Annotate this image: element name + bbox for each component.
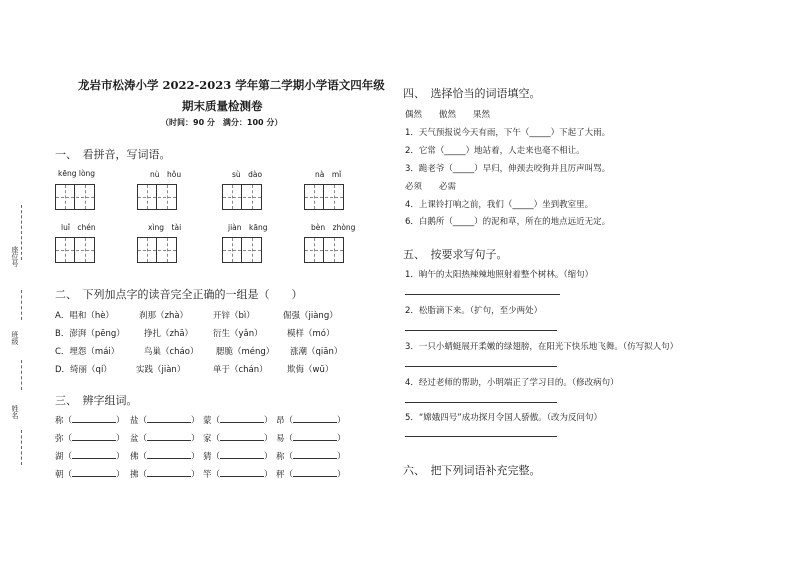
char: 盐 <box>130 416 139 426</box>
char: 猜 <box>203 452 212 462</box>
char: 蒙 <box>203 416 212 426</box>
answer-blank[interactable] <box>293 422 337 423</box>
option-a-3: 开锌（bì） <box>213 311 255 321</box>
answer-line[interactable] <box>405 402 557 403</box>
writing-grid[interactable] <box>137 237 177 263</box>
fill-question-3: 3．跪老爷（_____）早归，伸颈去咬狗并且厉声叫骂。 <box>405 164 611 174</box>
answer-blank[interactable] <box>293 440 337 441</box>
char: 秤 <box>276 470 285 480</box>
char: 拂 <box>130 470 139 480</box>
answer-blank[interactable] <box>72 422 116 423</box>
char: 家 <box>203 434 212 444</box>
fill-question-5: 6．白鹅所（_____）的泥和草，所在的地点远近无定。 <box>405 217 611 227</box>
char-word-row: 拂（ ） <box>130 470 200 480</box>
option-b-4: 模样（mó） <box>287 329 335 339</box>
fill-question-2: 2．它常（_____）地站着，人走来也毫不相让。 <box>405 146 585 156</box>
option-c-3: 腮脆（méng） <box>216 347 275 357</box>
char-word-row: 家（ ） <box>203 434 273 444</box>
char-word-row: 竿（ ） <box>203 470 273 480</box>
option-c-2: 鸟巢（cháo） <box>144 347 199 357</box>
answer-line[interactable] <box>405 366 557 367</box>
option-d-2: 实践（jiàn） <box>136 365 186 375</box>
char: 盆 <box>130 434 139 444</box>
answer-blank[interactable] <box>293 458 337 459</box>
sentence-question-4: 4．经过老师的帮助，小明端正了学习目的。（修改病句） <box>405 378 619 388</box>
char-word-row: 称（ ） <box>55 416 125 426</box>
char: 称 <box>55 416 64 426</box>
char-word-row: 朝（ ） <box>55 470 125 480</box>
writing-grid[interactable] <box>304 237 344 263</box>
answer-blank[interactable] <box>72 476 116 477</box>
answer-blank[interactable] <box>220 440 264 441</box>
pinyin: nù hǒu <box>150 170 182 179</box>
writing-grid[interactable] <box>304 184 344 210</box>
name-label: 姓名 <box>11 405 19 419</box>
binding-line <box>21 430 22 465</box>
char: 佛 <box>130 452 139 462</box>
word-choices: 必须 必需 <box>405 182 457 192</box>
exam-subtitle: 期末质量检测卷 <box>182 99 263 113</box>
option-b-1: B．澎湃（pēng） <box>55 329 125 339</box>
answer-line[interactable] <box>405 436 557 437</box>
binding-line <box>21 360 22 390</box>
option-d-1: D．绮丽（qí） <box>55 365 112 375</box>
char-word-row: 湖（ ） <box>55 452 125 462</box>
char: 昂 <box>276 416 285 426</box>
section-1-heading: 一、 看拼音，写词语。 <box>55 148 171 161</box>
writing-grid[interactable] <box>222 237 262 263</box>
answer-blank[interactable] <box>72 458 116 459</box>
answer-blank[interactable] <box>72 440 116 441</box>
answer-blank[interactable] <box>147 476 191 477</box>
sentence-question-3: 3．一只小蜻蜓展开柔嫩的绿翅膀，在阳光下快乐地飞舞。（仿写拟人句） <box>405 342 679 352</box>
char: 朝 <box>55 470 64 480</box>
option-c-4: 涨潮（qiān） <box>290 347 343 357</box>
exam-title: 龙岩市松涛小学 2022-2023 学年第二学期小学语文四年级 <box>78 78 385 92</box>
char-word-row: 猜（ ） <box>203 452 273 462</box>
char-word-row: 佛（ ） <box>130 452 200 462</box>
sentence-question-5: 5．“嫦娥四号”成功探月令国人骄傲。（改为反问句） <box>405 413 602 423</box>
binding-line <box>21 205 22 260</box>
pinyin: luǐ chén <box>61 223 96 232</box>
section-3-heading: 三、 辨字组词。 <box>55 394 138 407</box>
option-c-1: C．埋怨（mái） <box>55 347 120 357</box>
answer-blank[interactable] <box>147 440 191 441</box>
answer-line[interactable] <box>405 294 560 295</box>
char-word-row: 秤（ ） <box>276 470 346 480</box>
option-a-2: 刹那（zhà） <box>139 311 189 321</box>
section-5-heading: 五、 按要求写句子。 <box>403 248 508 261</box>
section-2-heading: 二、 下列加点字的读音完全正确的一组是（ ） <box>55 288 303 301</box>
pinyin: bèn zhòng <box>311 223 356 232</box>
pinyin: nà mǐ <box>315 170 342 179</box>
pinyin: jiàn kāng <box>228 223 268 232</box>
char-word-row: 弥（ ） <box>55 434 125 444</box>
sentence-question-2: 2．松脂滴下来。（扩句，至少两处） <box>405 306 543 316</box>
option-a-4: 倔强（jiàng） <box>283 311 338 321</box>
writing-grid[interactable] <box>137 184 177 210</box>
answer-blank[interactable] <box>220 476 264 477</box>
answer-blank[interactable] <box>147 458 191 459</box>
word-choices: 偶然 傲然 果然 <box>405 110 491 120</box>
pinyin: xìng tài <box>148 223 182 232</box>
writing-grid[interactable] <box>55 184 95 210</box>
answer-blank[interactable] <box>147 422 191 423</box>
char: 竿 <box>203 470 212 480</box>
answer-blank[interactable] <box>293 476 337 477</box>
char-word-row: 易（ ） <box>276 434 346 444</box>
section-6-heading: 六、 把下列词语补充完整。 <box>403 464 541 477</box>
char-word-row: 盆（ ） <box>130 434 200 444</box>
pinyin: sù dào <box>232 170 263 179</box>
char-word-row: 昂（ ） <box>276 416 346 426</box>
answer-blank[interactable] <box>220 458 264 459</box>
answer-line[interactable] <box>405 330 557 331</box>
option-d-4: 欺侮（wū） <box>287 365 334 375</box>
pinyin: kēng lòng <box>58 169 96 178</box>
option-b-3: 衍生（yǎn） <box>213 329 263 339</box>
char: 湖 <box>55 452 64 462</box>
binding-line <box>21 290 22 320</box>
option-a-1: A．唱和（hè） <box>55 311 114 321</box>
option-b-2: 挣扎（zhā） <box>144 329 194 339</box>
char: 称 <box>276 452 285 462</box>
char-word-row: 蒙（ ） <box>203 416 273 426</box>
char: 弥 <box>55 434 64 444</box>
writing-grid[interactable] <box>222 184 262 210</box>
seat-number-label: 座位号 <box>11 246 19 267</box>
exam-info: （时间：90 分 满分：100 分） <box>161 118 283 127</box>
writing-grid[interactable] <box>55 237 95 263</box>
option-d-3: 单于（chán） <box>213 365 268 375</box>
answer-blank[interactable] <box>220 422 264 423</box>
section-4-heading: 四、 选择恰当的词语填空。 <box>403 87 541 100</box>
class-label: 班级 <box>11 331 19 345</box>
char-word-row: 称（ ） <box>276 452 346 462</box>
char-word-row: 盐（ ） <box>130 416 200 426</box>
fill-question-4: 4．上课铃打响之前，我们（_____）坐到教室里。 <box>405 200 594 210</box>
fill-question-1: 1．天气预报说今天有雨，下午（_____）下起了大雨。 <box>405 128 611 138</box>
char: 易 <box>276 434 285 444</box>
sentence-question-1: 1．晌午的太阳热辣辣地照射着整个树林。（缩句） <box>405 270 594 280</box>
